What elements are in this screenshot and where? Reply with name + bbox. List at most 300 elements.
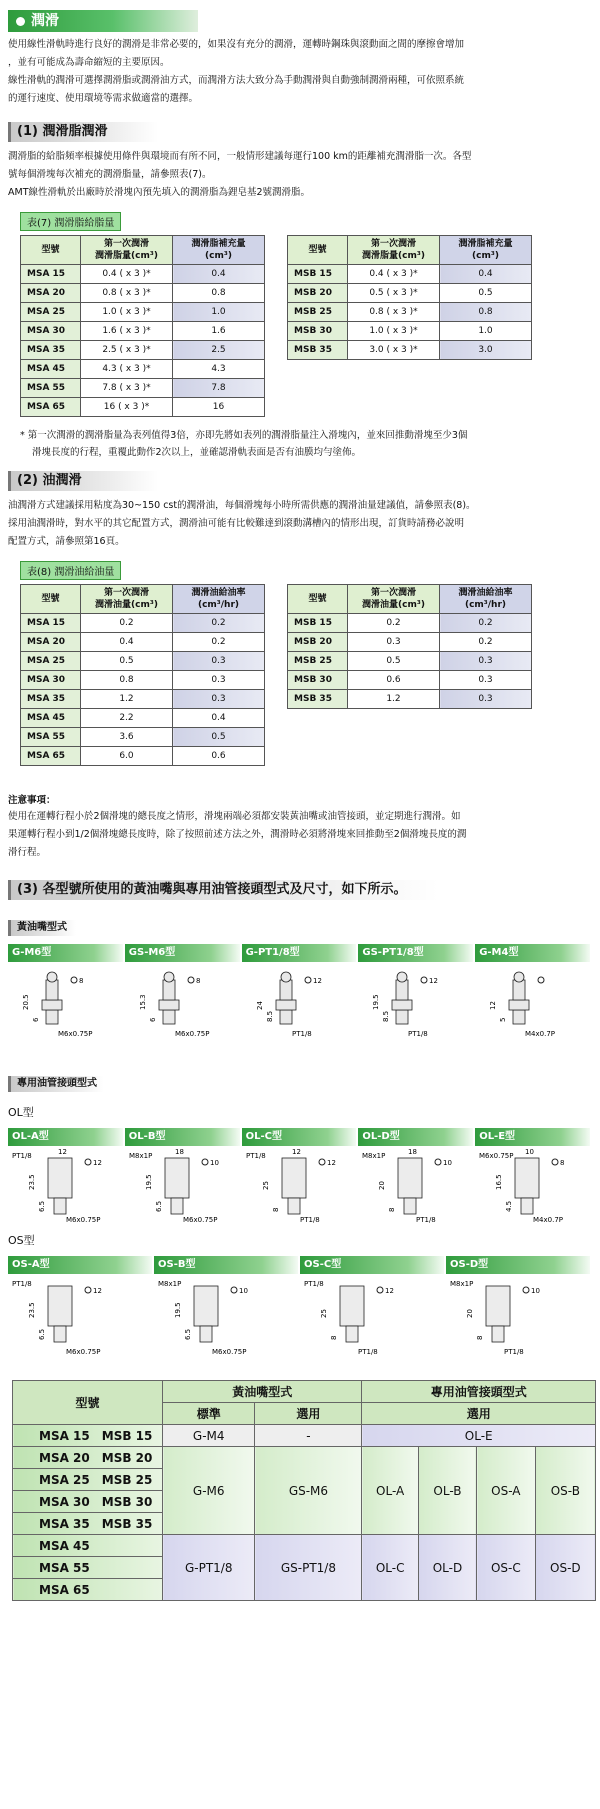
dimension-label: PT1/8	[12, 1280, 32, 1288]
head-shape	[280, 980, 292, 1000]
type-label: OL-B型	[125, 1128, 240, 1146]
model-cell: MSB 15	[288, 265, 348, 284]
page-title: 潤滑	[31, 13, 59, 29]
dimension-label: 6	[32, 1017, 40, 1022]
col-opt2: 選用	[362, 1403, 596, 1425]
model-cell: MSB 25	[288, 652, 348, 671]
joint-drawing	[300, 1274, 415, 1364]
table-8	[20, 584, 592, 766]
hex-shape	[509, 1000, 529, 1010]
model-cell: MSA 15 MSB 15	[13, 1425, 163, 1447]
model-cell: MSA 30	[21, 322, 81, 341]
value-cell: 0.4	[81, 633, 173, 652]
thread-shape	[280, 1010, 292, 1024]
value-cell: 0.5	[348, 652, 440, 671]
value-cell: 0.3	[173, 671, 265, 690]
value-cell: 0.6	[348, 671, 440, 690]
dimension-label: 23.5	[28, 1174, 36, 1190]
dimension-label: 10	[525, 1148, 535, 1156]
value-cell: 0.3	[440, 652, 532, 671]
header-text: 潤滑脂量(cm³)	[95, 251, 158, 261]
table-row	[21, 728, 265, 747]
value-cell: 0.4 ( x 3 )*	[348, 265, 440, 284]
type-label: OS-A型	[8, 1256, 152, 1274]
dimension-label: PT1/8	[12, 1152, 32, 1160]
diameter-icon	[435, 1159, 441, 1165]
type-label: OS-C型	[300, 1256, 444, 1274]
diameter-icon	[231, 1287, 237, 1293]
header-text: 第一次潤滑	[370, 239, 416, 249]
model-cell: MSA 35	[21, 690, 81, 709]
ball-shape	[47, 972, 57, 982]
dimension-label: 8	[476, 1335, 484, 1340]
value-cell: 0.8	[81, 671, 173, 690]
table-7-caption: 表(7) 潤滑脂給脂量	[20, 212, 121, 231]
thread-shape	[46, 1010, 58, 1024]
value-cell: 1.0	[440, 322, 532, 341]
type-label: OL-D型	[358, 1128, 473, 1146]
page	[0, 10, 600, 1809]
table-row	[21, 671, 265, 690]
table-7	[20, 235, 592, 417]
dimension-label: M6x0.75P	[58, 1030, 93, 1038]
drawing-cell	[154, 1274, 300, 1364]
ball-shape	[164, 972, 174, 982]
dimension-label: M6x0.75P	[66, 1216, 101, 1224]
dimension-label: 12	[291, 1148, 301, 1156]
joint-drawing	[125, 1146, 240, 1226]
model-cell: MSA 25 MSB 25	[13, 1469, 163, 1491]
dimension-label: M6x0.75P	[66, 1348, 101, 1356]
dimension-label: 8	[195, 977, 201, 985]
value-cell: 2.5	[173, 341, 265, 360]
model-cell: MSA 65	[13, 1579, 163, 1601]
model-cell: MSA 45	[13, 1535, 163, 1557]
dimension-label: 8	[271, 1207, 280, 1212]
diameter-icon	[377, 1287, 383, 1293]
value-cell: 6.0	[81, 747, 173, 766]
type-label: OS-B型	[154, 1256, 298, 1274]
joint-drawing	[154, 1274, 269, 1364]
dimension-label: M8x1P	[362, 1152, 386, 1160]
body-shape	[486, 1286, 510, 1326]
head-shape	[163, 980, 175, 1000]
value-cell: 1.6 ( x 3 )*	[81, 322, 173, 341]
dimension-label: 10	[443, 1159, 453, 1167]
nipple-drawing	[8, 962, 118, 1042]
diameter-icon	[421, 977, 427, 983]
thread-shape	[288, 1198, 300, 1214]
dimension-label: PT1/8	[299, 1216, 320, 1224]
nipple-drawing	[125, 962, 235, 1042]
type-label: OL-E型	[475, 1128, 590, 1146]
col-std: 標準	[163, 1403, 255, 1425]
diameter-icon	[538, 977, 544, 983]
intro	[8, 36, 592, 108]
grease-table-msa	[20, 235, 265, 417]
thread-shape	[513, 1010, 525, 1024]
thread-shape	[54, 1198, 66, 1214]
model-cell: MSA 45	[21, 360, 81, 379]
dimension-label: 20	[466, 1309, 474, 1318]
value-cell: 0.3	[173, 652, 265, 671]
std-cell: G-M4	[163, 1425, 255, 1447]
thread-shape	[346, 1326, 358, 1342]
header-first	[81, 585, 173, 614]
model-cell: MSA 35 MSB 35	[13, 1513, 163, 1535]
table-row	[288, 633, 532, 652]
grease-note	[20, 427, 592, 461]
value-cell: 0.4	[173, 709, 265, 728]
joint-cell: OS-D	[535, 1535, 595, 1601]
dimension-label: 8.5	[265, 1010, 274, 1022]
value-cell: 4.3	[173, 360, 265, 379]
text-line: 配置方式，請參照第16頁。	[8, 536, 125, 547]
header-text: 潤滑油給油率	[458, 588, 513, 598]
table-row	[288, 652, 532, 671]
nipple-drawing	[475, 962, 585, 1042]
thread-shape	[492, 1326, 504, 1342]
joint-drawing	[446, 1274, 561, 1364]
dimension-label: M4x0.7P	[525, 1030, 556, 1038]
dimension-label: 10	[239, 1287, 248, 1295]
model-cell: MSA 65	[21, 747, 81, 766]
dimension-label: PT1/8	[304, 1280, 324, 1288]
dimension-label: 12	[58, 1148, 67, 1156]
thread-shape	[171, 1198, 183, 1214]
body-shape	[48, 1158, 72, 1198]
drawing-cell	[475, 1146, 592, 1226]
value-cell: 1.2	[81, 690, 173, 709]
value-cell: 3.6	[81, 728, 173, 747]
thread-shape	[200, 1326, 212, 1342]
diameter-icon	[523, 1287, 529, 1293]
thread-shape	[521, 1198, 533, 1214]
table-row	[288, 265, 532, 284]
nipple-drawing	[242, 962, 352, 1042]
joint-drawing	[242, 1146, 357, 1226]
value-cell: 0.3	[440, 671, 532, 690]
diameter-icon	[85, 1287, 91, 1293]
dimension-label: M8x1P	[158, 1280, 182, 1288]
diameter-icon	[202, 1159, 208, 1165]
dimension-label: M6x0.75P	[479, 1152, 514, 1160]
dimension-label: 10	[209, 1159, 219, 1167]
section-1-heading: (1) 潤滑脂潤滑	[8, 122, 158, 142]
value-cell: 1.0	[173, 303, 265, 322]
body-shape	[194, 1286, 218, 1326]
dimension-label: M6x0.75P	[174, 1030, 210, 1038]
nipple-drawings	[8, 962, 592, 1042]
type-label: GS-M6型	[125, 944, 240, 962]
col-opt: 選用	[255, 1403, 362, 1425]
dimension-label: 12	[326, 1159, 336, 1167]
opt-cell: -	[255, 1425, 362, 1447]
value-cell: 16 ( x 3 )*	[81, 398, 173, 417]
dimension-label: 6.5	[38, 1328, 46, 1340]
dimension-label: 23.5	[28, 1302, 36, 1318]
std-cell: G-PT1/8	[163, 1535, 255, 1601]
ol-title: OL型	[8, 1106, 34, 1119]
header-text: 第一次潤滑	[370, 588, 416, 598]
value-cell: 0.5	[173, 728, 265, 747]
std-cell: G-M6	[163, 1447, 255, 1535]
header-refill	[173, 585, 265, 614]
dimension-label: 20.5	[22, 994, 30, 1010]
ball-shape	[514, 972, 524, 982]
caution-line: 果運轉行程小到1/2個滑塊總長度時，除了按照前述方法之外，潤滑時必須將滑塊來回推動至2個滑塊長度的潤	[8, 829, 467, 840]
dimension-label: 12	[312, 977, 322, 985]
dimension-label: 12	[93, 1159, 102, 1167]
value-cell: 0.5	[81, 652, 173, 671]
joint-cell: OL-C	[362, 1535, 418, 1601]
text-line: 油潤滑方式建議採用粘度為30~150 cst的潤滑油，每個滑塊每小時所需供應的潤滑油量建議值，請參照表(8)。	[8, 500, 476, 511]
header-model: 型號	[288, 236, 348, 265]
thread-shape	[404, 1198, 416, 1214]
header-text: 潤滑油量(cm³)	[362, 600, 425, 610]
table-row	[21, 284, 265, 303]
header-text: 潤滑油量(cm³)	[95, 600, 158, 610]
hex-shape	[276, 1000, 296, 1010]
header-first	[81, 236, 173, 265]
model-cell: MSB 30	[288, 322, 348, 341]
joint-drawing	[358, 1146, 473, 1226]
dimension-label: PT1/8	[408, 1030, 429, 1038]
model-cell: MSB 30	[288, 671, 348, 690]
table-row	[21, 690, 265, 709]
value-cell: 7.8	[173, 379, 265, 398]
header-refill	[173, 236, 265, 265]
table-row	[21, 633, 265, 652]
dimension-label: M4x0.7P	[533, 1216, 564, 1224]
model-cell: MSA 45	[21, 709, 81, 728]
body-shape	[48, 1286, 72, 1326]
model-cell: MSA 15	[21, 614, 81, 633]
model-cell: MSB 20	[288, 284, 348, 303]
table-row	[288, 671, 532, 690]
header-refill	[440, 236, 532, 265]
model-cell: MSB 35	[288, 341, 348, 360]
header-text: (cm³)	[472, 251, 499, 261]
joint-heading: 專用油管接頭型式	[8, 1076, 104, 1092]
table-8-caption: 表(8) 潤滑油給油量	[20, 561, 121, 580]
table-row	[288, 303, 532, 322]
section-2-text	[8, 497, 592, 551]
joint-cell: OS-B	[535, 1447, 595, 1535]
nipple-drawing	[358, 962, 468, 1042]
header-text: 潤滑脂補充量	[191, 239, 246, 249]
value-cell: 16	[173, 398, 265, 417]
model-cell: MSA 35	[21, 341, 81, 360]
type-label: OL-C型	[242, 1128, 357, 1146]
intro-line: ，並有可能成為壽命縮短的主要原因。	[8, 57, 170, 68]
caution-line: 使用在運轉行程小於2個滑塊的總長度之情形，滑塊兩端必須都安裝黃油嘴或油管接頭，並定期進行潤滑。如	[8, 811, 461, 822]
os-drawings	[8, 1274, 592, 1364]
title-bar	[8, 10, 198, 32]
table-row	[288, 341, 532, 360]
drawing-cell	[475, 962, 592, 1042]
model-cell: MSA 20	[21, 633, 81, 652]
dimension-label: 4.5	[505, 1200, 514, 1212]
dimension-label: 24	[255, 1001, 264, 1010]
value-cell: 7.8 ( x 3 )*	[81, 379, 173, 398]
header-row	[21, 236, 265, 265]
header-text: (cm³)	[205, 251, 232, 261]
text-line: 潤滑脂的給脂頻率根據使用條件與環境而有所不同，一般情形建議每運行100 km的距離補充潤滑脂一次。各型	[8, 151, 472, 162]
dimension-label: 6.5	[38, 1200, 46, 1212]
value-cell: 0.4	[440, 265, 532, 284]
diameter-icon	[71, 977, 77, 983]
head-shape	[46, 980, 58, 1000]
dimension-label: 12	[93, 1287, 102, 1295]
joint-drawing	[8, 1146, 123, 1226]
drawing-cell	[242, 1146, 359, 1226]
dimension-label: 8	[388, 1207, 397, 1212]
dimension-label: PT1/8	[245, 1152, 266, 1160]
oil-table-msa	[20, 584, 265, 766]
body-shape	[165, 1158, 189, 1198]
header-row	[288, 585, 532, 614]
drawing-cell	[300, 1274, 446, 1364]
ball-shape	[281, 972, 291, 982]
model-cell: MSA 25	[21, 652, 81, 671]
dimension-label: 5	[499, 1017, 508, 1022]
dimension-label: 8	[560, 1159, 565, 1167]
drawing-cell	[8, 1274, 154, 1364]
header-row	[21, 585, 265, 614]
value-cell: 0.5	[440, 284, 532, 303]
value-cell: 1.0 ( x 3 )*	[348, 322, 440, 341]
type-label: G-M4型	[475, 944, 590, 962]
joint-cell: OL-E	[362, 1425, 596, 1447]
header-text: 第一次潤滑	[103, 588, 149, 598]
drawing-cell	[446, 1274, 592, 1364]
drawing-cell	[125, 962, 242, 1042]
caution	[8, 792, 592, 862]
ball-shape	[397, 972, 407, 982]
value-cell: 0.8 ( x 3 )*	[348, 303, 440, 322]
model-cell: MSA 30 MSB 30	[13, 1491, 163, 1513]
value-cell: 0.8 ( x 3 )*	[81, 284, 173, 303]
text-line: 採用油潤滑時，對水平的其它配置方式，潤滑油可能有比較難達到滾動溝槽內的情形出現，訂貨時請務必說明	[8, 518, 465, 529]
dimension-label: 10	[531, 1287, 540, 1295]
dimension-label: PT1/8	[504, 1348, 524, 1356]
intro-line: 使用線性滑軌時進行良好的潤滑是非常必要的，如果沒有充分的潤滑，運轉時鋼珠與滾動面之間的摩擦會增加	[8, 39, 465, 50]
dimension-label: 8	[79, 977, 84, 985]
col-model: 型號	[13, 1381, 163, 1425]
model-cell: MSA 55	[21, 728, 81, 747]
table-row	[21, 747, 265, 766]
table-row	[21, 303, 265, 322]
table-row	[21, 265, 265, 284]
value-cell: 0.5 ( x 3 )*	[348, 284, 440, 303]
model-cell: MSA 55	[21, 379, 81, 398]
opt-cell: GS-PT1/8	[255, 1535, 362, 1601]
caution-line: 滑行程。	[8, 847, 47, 858]
dimension-label: PT1/8	[416, 1216, 437, 1224]
dimension-label: 6.5	[154, 1200, 163, 1212]
header-first	[348, 585, 440, 614]
header-model: 型號	[288, 585, 348, 614]
header-text: 潤滑脂補充量	[458, 239, 513, 249]
dimension-label: PT1/8	[291, 1030, 312, 1038]
drawing-cell	[8, 1146, 125, 1226]
dimension-label: M6x0.75P	[212, 1348, 247, 1356]
os-bars	[8, 1256, 592, 1274]
diameter-icon	[188, 977, 194, 983]
value-cell: 0.2	[440, 614, 532, 633]
value-cell: 3.0 ( x 3 )*	[348, 341, 440, 360]
header-text: (cm³/hr)	[197, 600, 239, 610]
note-line: 滑塊長度的行程，重覆此動作2次以上，並確認滑軌表面是否有油膜均勻塗佈。	[32, 447, 362, 458]
model-cell: MSB 15	[288, 614, 348, 633]
table-row	[21, 379, 265, 398]
text-line: 號每個滑塊每次補充的潤滑脂量，請參照表(7)。	[8, 169, 212, 180]
joint-cell: OL-D	[418, 1535, 476, 1601]
drawing-cell	[242, 962, 359, 1042]
intro-line: 線性滑軌的潤滑可選擇潤滑脂或潤滑油方式，而潤滑方法大致分為手動潤滑與自動強制潤滑兩種，可依照系統	[8, 75, 465, 86]
intro-line: 的運行速度、使用環境等需求做適當的選擇。	[8, 93, 199, 104]
thread-shape	[163, 1010, 175, 1024]
dimension-label: 20	[378, 1181, 387, 1190]
dimension-label: 12	[489, 1001, 498, 1010]
header-text: 潤滑油給油率	[191, 588, 246, 598]
dimension-label: 18	[408, 1148, 418, 1156]
body-shape	[340, 1286, 364, 1326]
model-cell: MSA 20 MSB 20	[13, 1447, 163, 1469]
model-cell: MSA 30	[21, 671, 81, 690]
value-cell: 0.3	[440, 690, 532, 709]
table-row	[21, 709, 265, 728]
dimension-label: M6x0.75P	[182, 1216, 218, 1224]
dimension-label: 12	[429, 977, 439, 985]
drawing-cell	[358, 1146, 475, 1226]
fitting-table	[12, 1380, 596, 1601]
opt-cell: GS-M6	[255, 1447, 362, 1535]
joint-cell: OS-C	[477, 1535, 536, 1601]
header-row	[288, 236, 532, 265]
table-row	[21, 652, 265, 671]
value-cell: 0.2	[81, 614, 173, 633]
ol-bars	[8, 1128, 592, 1146]
value-cell: 0.6	[173, 747, 265, 766]
dimension-label: 19.5	[174, 1302, 182, 1318]
grease-table-msb	[287, 235, 532, 360]
table-row	[21, 398, 265, 417]
bullet-icon	[16, 17, 25, 26]
section-2-heading: (2) 油潤滑	[8, 471, 158, 491]
value-cell: 0.4	[173, 265, 265, 284]
header-model: 型號	[21, 236, 81, 265]
value-cell: 1.0 ( x 3 )*	[81, 303, 173, 322]
joint-drawing	[475, 1146, 590, 1226]
joint-cell: OL-A	[362, 1447, 418, 1535]
value-cell: 3.0	[440, 341, 532, 360]
dimension-label: M8x1P	[128, 1152, 153, 1160]
col-joint: 專用油管接頭型式	[362, 1381, 596, 1403]
dimension-label: 6	[148, 1017, 157, 1022]
value-cell: 0.8	[173, 284, 265, 303]
model-cell: MSA 55	[13, 1557, 163, 1579]
diameter-icon	[85, 1159, 91, 1165]
value-cell: 1.6	[173, 322, 265, 341]
dimension-label: 15.3	[138, 994, 147, 1010]
body-shape	[398, 1158, 422, 1198]
value-cell: 0.8	[440, 303, 532, 322]
ol-drawings	[8, 1146, 592, 1226]
section-1-text	[8, 148, 592, 202]
table-row	[288, 284, 532, 303]
